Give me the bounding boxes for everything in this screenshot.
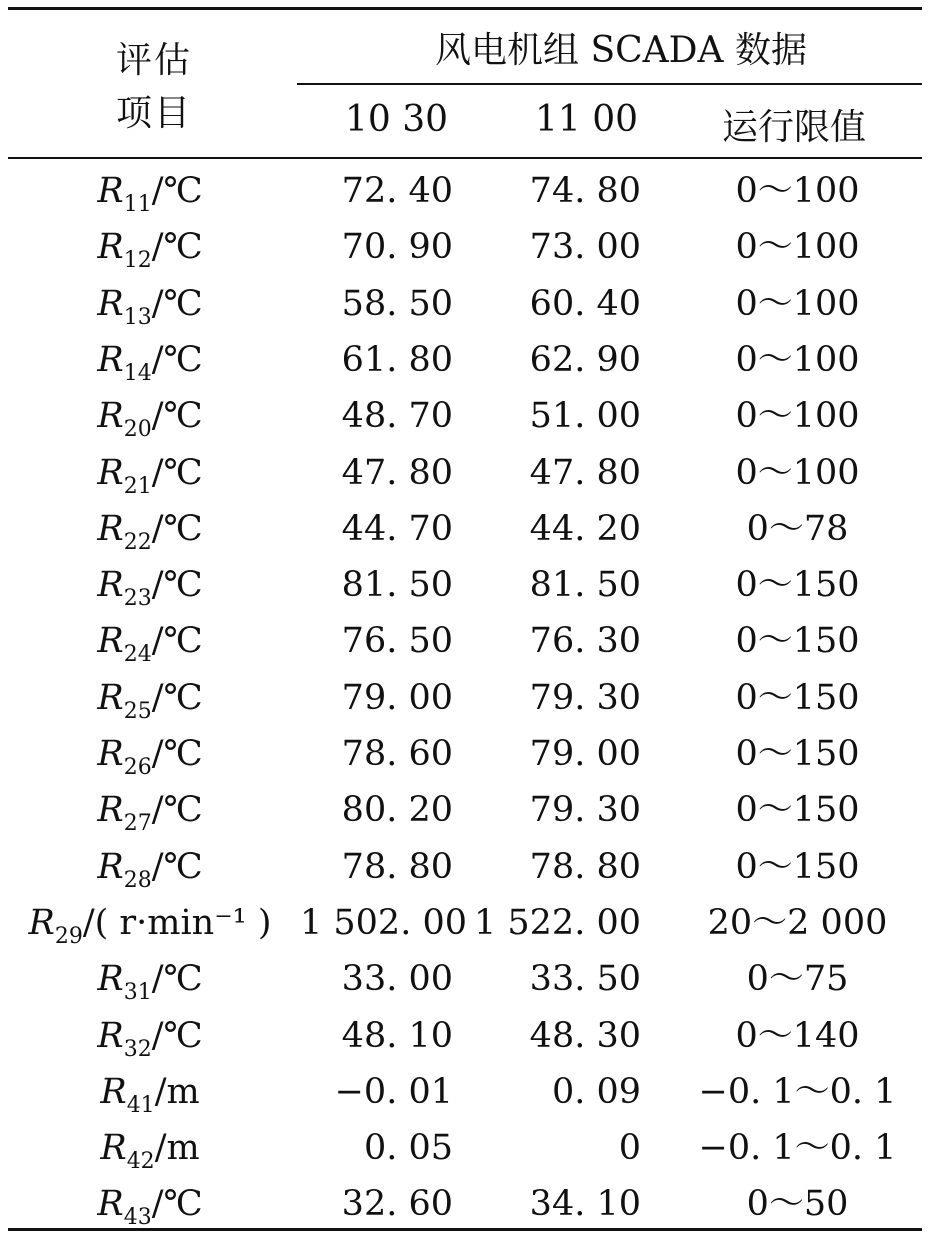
value-1100: 48. 30 <box>529 1015 641 1056</box>
value-1030: 81. 50 <box>341 565 453 606</box>
row-item-subscript: 12 <box>123 248 152 274</box>
value-1030: 33. 00 <box>341 959 453 1000</box>
operating-limit: 0～100 <box>735 227 860 268</box>
value-1100: 60. 40 <box>529 283 641 324</box>
value-1030: 32. 60 <box>341 1184 453 1225</box>
value-1030: 44. 70 <box>341 508 453 549</box>
operating-limit: 0～100 <box>735 283 860 324</box>
value-1030: 61. 80 <box>341 339 453 380</box>
row-item-symbol: R <box>100 1071 127 1112</box>
row-item-subscript: 11 <box>123 192 152 217</box>
table-row <box>0 555 936 611</box>
header-eval-item-line2: 项目 <box>116 93 193 134</box>
header-bottom-rule <box>8 157 922 159</box>
row-item-symbol: R <box>97 677 124 718</box>
row-item-symbol: R <box>97 171 124 211</box>
row-item-unit: /℃ <box>151 452 203 493</box>
row-item-symbol: R <box>97 790 124 831</box>
row-item-subscript: 28 <box>123 867 152 893</box>
value-1030: 78. 80 <box>341 846 453 887</box>
operating-limit: 0～75 <box>746 959 849 1000</box>
value-1100: 81. 50 <box>529 565 641 606</box>
row-item-symbol: R <box>97 734 124 774</box>
row-item-unit: /℃ <box>151 1184 203 1225</box>
row-item-symbol: R <box>97 227 124 268</box>
row-item-subscript: 25 <box>123 698 152 724</box>
value-1100: 47. 80 <box>529 452 641 493</box>
table-row <box>0 1062 936 1118</box>
row-item-subscript: 26 <box>123 755 152 780</box>
row-item-symbol: R <box>97 565 124 606</box>
value-1100: 78. 80 <box>529 846 641 887</box>
operating-limit: 0～150 <box>735 734 860 774</box>
table-row <box>0 611 936 667</box>
header-scada-group: 风电机组 SCADA 数据 <box>435 30 807 71</box>
row-item-unit: /℃ <box>151 171 203 211</box>
table-row <box>0 274 936 330</box>
table-row <box>0 386 936 442</box>
value-1100: 33. 50 <box>529 959 641 1000</box>
table-row <box>0 837 936 893</box>
operating-limit: 0～150 <box>735 677 860 718</box>
operating-limit: 0～100 <box>735 171 860 211</box>
value-1100: 0 <box>618 1128 641 1169</box>
row-item-unit: /℃ <box>151 790 203 831</box>
value-1030: 70. 90 <box>341 227 453 268</box>
table-row <box>0 893 936 949</box>
operating-limit: 0～150 <box>735 621 860 662</box>
value-1030: 1 502. 00 <box>300 902 467 943</box>
row-item-symbol: R <box>97 339 124 380</box>
table-top-rule <box>8 7 922 10</box>
table-row <box>0 1174 936 1230</box>
operating-limit: 0～78 <box>746 508 849 549</box>
row-item-subscript: 23 <box>123 586 152 612</box>
value-1030: 58. 50 <box>341 283 453 324</box>
value-1030: 79. 00 <box>341 677 453 718</box>
table-row <box>0 724 936 780</box>
table-row <box>0 443 936 499</box>
operating-limit: 20～2 000 <box>707 902 888 943</box>
row-item-subscript: 42 <box>126 1149 155 1175</box>
row-item-unit: /℃ <box>151 734 203 774</box>
row-item-subscript: 27 <box>123 811 152 837</box>
table-row <box>0 668 936 724</box>
row-item-unit: /m <box>154 1128 200 1169</box>
value-1100: 79. 00 <box>529 734 641 774</box>
operating-limit: −0. 1～0. 1 <box>698 1128 897 1169</box>
value-1030: 80. 20 <box>341 790 453 831</box>
row-item-symbol: R <box>97 508 124 549</box>
operating-limit: 0～140 <box>735 1015 860 1056</box>
header-col-1030: 10 30 <box>345 99 449 140</box>
table-row <box>0 161 936 217</box>
row-item-unit: /℃ <box>151 283 203 324</box>
row-item-symbol: R <box>97 283 124 324</box>
row-item-unit: /℃ <box>151 508 203 549</box>
value-1100: 34. 10 <box>529 1184 641 1225</box>
table-row <box>0 1118 936 1174</box>
row-item-symbol: R <box>97 959 124 1000</box>
row-item-subscript: 24 <box>123 642 152 668</box>
value-1100: 62. 90 <box>529 339 641 380</box>
table-row <box>0 499 936 555</box>
table-row <box>0 780 936 836</box>
row-item-subscript: 20 <box>123 417 152 443</box>
value-1030: 0. 05 <box>363 1128 453 1169</box>
value-1030: −0. 01 <box>334 1071 453 1112</box>
row-item-subscript: 32 <box>123 1036 152 1062</box>
operating-limit: 0～150 <box>735 846 860 887</box>
operating-limit: 0～100 <box>735 339 860 380</box>
table-row <box>0 330 936 386</box>
row-item-subscript: 31 <box>123 980 152 1006</box>
value-1030: 47. 80 <box>341 452 453 493</box>
row-item-symbol: R <box>97 621 124 662</box>
row-item-symbol: R <box>97 1184 124 1225</box>
header-group-rule <box>297 83 922 85</box>
value-1100: 1 522. 00 <box>474 902 641 943</box>
row-item-unit: /℃ <box>151 396 203 437</box>
row-item-subscript: 22 <box>123 529 152 555</box>
value-1030: 72. 40 <box>341 171 453 211</box>
row-item-symbol: R <box>28 902 55 943</box>
operating-limit: 0～150 <box>735 790 860 831</box>
value-1100: 74. 80 <box>529 171 641 211</box>
row-item-unit: /℃ <box>151 565 203 606</box>
row-item-unit: /℃ <box>151 227 203 268</box>
operating-limit: 0～100 <box>735 396 860 437</box>
operating-limit: 0～150 <box>735 565 860 606</box>
row-item-unit: /℃ <box>151 621 203 662</box>
row-item-subscript: 14 <box>123 360 152 386</box>
row-item-label <box>0 1184 300 1238</box>
table-row <box>0 217 936 273</box>
row-item-unit: /m <box>154 1071 200 1112</box>
value-1030: 48. 70 <box>341 396 453 437</box>
value-1030: 48. 10 <box>341 1015 453 1056</box>
row-item-unit: /℃ <box>151 1015 203 1056</box>
row-item-subscript: 21 <box>123 473 152 499</box>
row-item-subscript: 41 <box>126 1092 155 1118</box>
row-item-symbol: R <box>97 1015 124 1056</box>
value-1030: 78. 60 <box>341 734 453 774</box>
row-item-subscript: 43 <box>123 1205 152 1231</box>
operating-limit: −0. 1～0. 1 <box>698 1071 897 1112</box>
row-item-unit: /℃ <box>151 677 203 718</box>
row-item-symbol: R <box>97 846 124 887</box>
row-item-symbol: R <box>100 1128 127 1169</box>
header-eval-item-line1: 评估 <box>116 40 193 81</box>
row-item-subscript: 13 <box>123 304 152 330</box>
row-item-unit: /( r·min⁻¹ ) <box>82 902 272 943</box>
value-1100: 0. 09 <box>551 1071 641 1112</box>
table-row <box>0 949 936 1005</box>
value-1100: 51. 00 <box>529 396 641 437</box>
row-item-unit: /℃ <box>151 959 203 1000</box>
row-item-unit: /℃ <box>151 846 203 887</box>
value-1100: 79. 30 <box>529 790 641 831</box>
table-row <box>0 1006 936 1062</box>
header-col-1100: 11 00 <box>535 99 639 140</box>
value-1030: 76. 50 <box>341 621 453 662</box>
value-1100: 79. 30 <box>529 677 641 718</box>
value-1100: 76. 30 <box>529 621 641 662</box>
row-item-symbol: R <box>97 452 124 493</box>
operating-limit: 0～100 <box>735 452 860 493</box>
row-item-subscript: 29 <box>54 923 83 949</box>
row-item-unit: /℃ <box>151 339 203 380</box>
row-item-symbol: R <box>97 396 124 437</box>
value-1100: 44. 20 <box>529 508 641 549</box>
operating-limit: 0～50 <box>746 1184 849 1225</box>
header-col-limit: 运行限值 <box>722 107 867 148</box>
value-1100: 73. 00 <box>529 227 641 268</box>
